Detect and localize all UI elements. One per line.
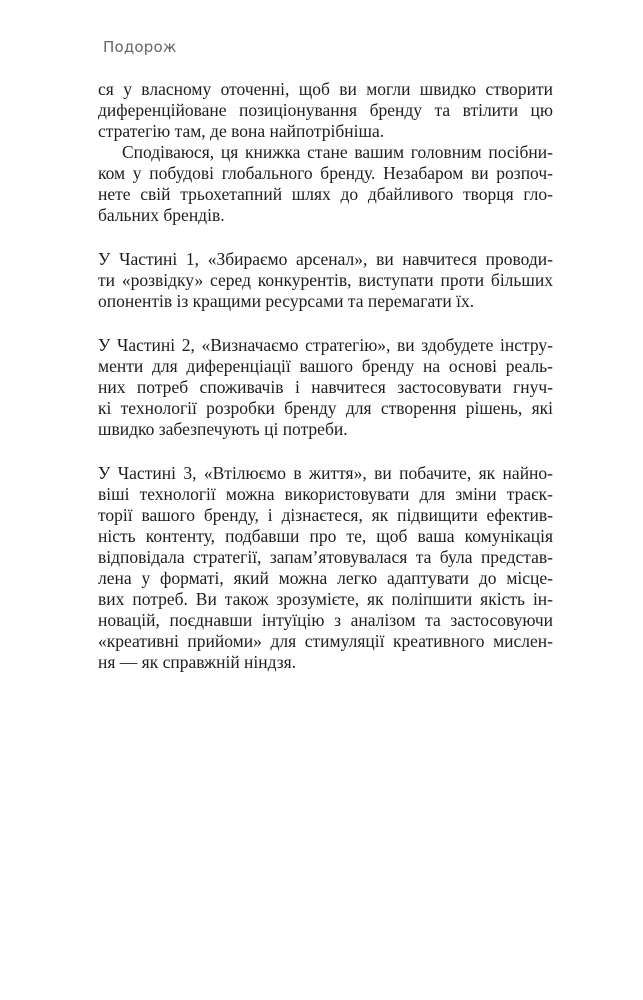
text-line: швидко забезпечують ці потреби. bbox=[98, 419, 348, 439]
paragraph bbox=[98, 249, 553, 312]
text-line: них потреб споживачів і навчитеся застосовувати гнуч- bbox=[98, 377, 553, 397]
text-line: ня — як справжній ніндзя. bbox=[98, 652, 297, 672]
text-line: лена у форматі, який можна легко адаптувати до місце- bbox=[98, 568, 553, 588]
text-line: стратегію там, де вона найпотрібніша. bbox=[98, 121, 385, 141]
text-line: торії вашого бренду, і дізнаєтеся, як підвищити ефектив- bbox=[98, 505, 553, 525]
paragraph bbox=[98, 335, 553, 440]
text-line: бальних брендів. bbox=[98, 205, 225, 225]
text-line: кі технології розробки бренду для створення рішень, які bbox=[98, 398, 553, 418]
paragraph bbox=[98, 79, 553, 142]
text-line: менти для диференціації вашого бренду на основі реаль- bbox=[98, 356, 553, 376]
text-line: У Частині 3, «Втілюємо в життя», ви побачите, як найно- bbox=[98, 463, 553, 483]
paragraph bbox=[98, 463, 553, 673]
text-line: У Частині 1, «Збираємо арсенал», ви навчитеся проводи- bbox=[98, 249, 553, 269]
running-header: Подорож bbox=[103, 38, 177, 56]
text-line: нете свій трьохетапний шлях до дбайливого творця гло- bbox=[98, 184, 553, 204]
text-line: «креативні прийоми» для стимуляції креативного мислен- bbox=[98, 631, 553, 651]
text-line: опонентів із кращими ресурсами та перемагати їх. bbox=[98, 291, 475, 311]
text-line: ти «розвідку» серед конкурентів, виступати проти більших bbox=[98, 270, 553, 290]
text-line: віші технології можна використовувати для зміни траєк- bbox=[98, 484, 553, 504]
text-line: новацій, поєднавши інтуїцію з аналізом та застосовуючи bbox=[98, 610, 553, 630]
text-line: відповідала стратегії, запам’ятовувалася та була представ- bbox=[98, 547, 553, 567]
text-line: ся у власному оточенні, щоб ви могли швидко створити bbox=[98, 79, 553, 99]
text-line: вих потреб. Ви також зрозумієте, як поліпшити якість ін- bbox=[98, 589, 553, 609]
text-line: ність контенту, подбавши про те, щоб ваша комунікація bbox=[98, 526, 553, 546]
body-text bbox=[98, 79, 553, 673]
text-line: диференційоване позиціонування бренду та втілити цю bbox=[98, 100, 553, 120]
text-line: У Частині 2, «Визначаємо стратегію», ви здобудете інстру- bbox=[98, 335, 553, 355]
paragraph bbox=[98, 142, 553, 226]
text-line: Сподіваюся, ця книжка стане вашим головним посібни- bbox=[122, 142, 553, 162]
text-line: ком у побудові глобального бренду. Незабаром ви розпоч- bbox=[98, 163, 553, 183]
